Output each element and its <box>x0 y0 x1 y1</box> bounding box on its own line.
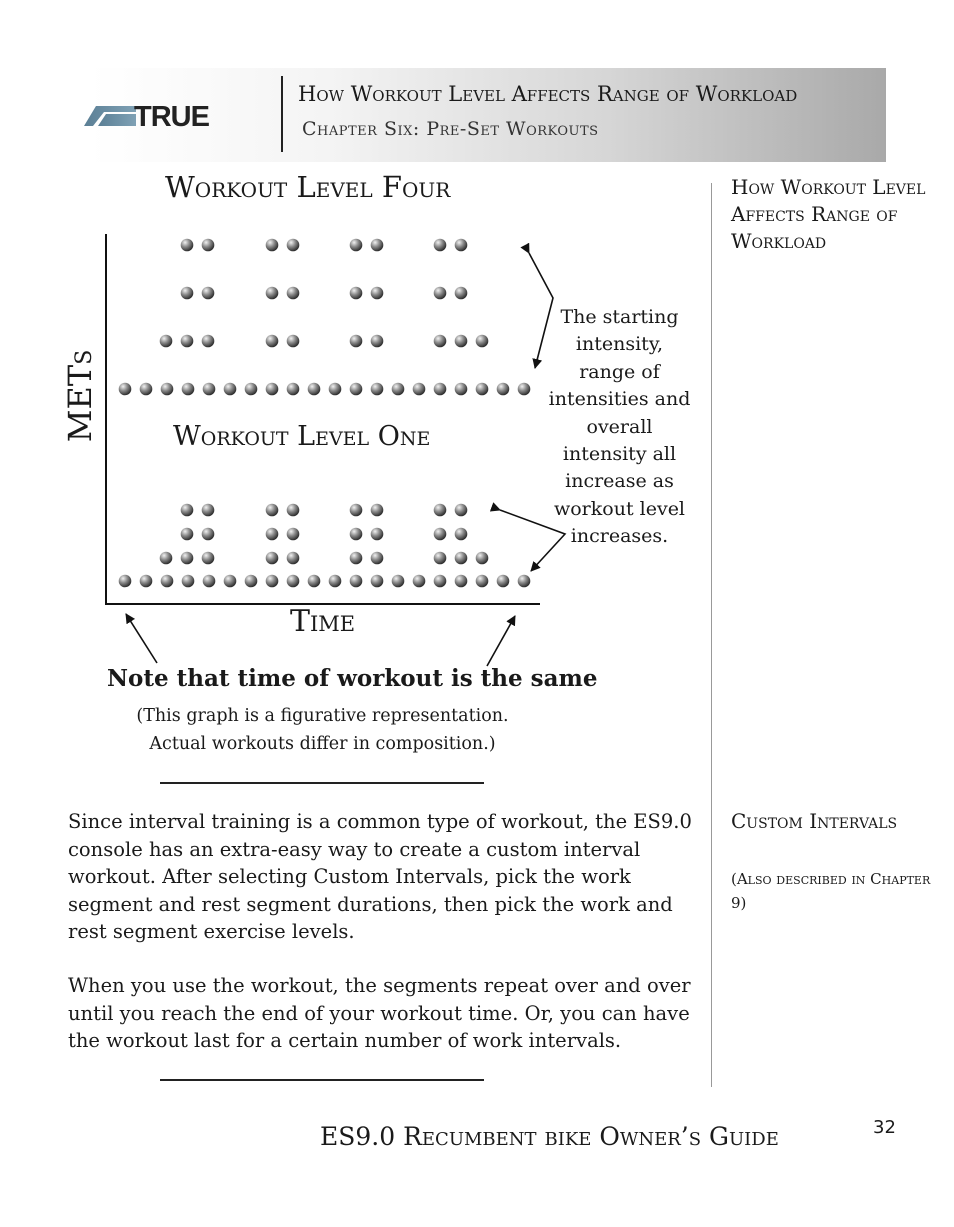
level-dot <box>455 504 468 517</box>
level-dot <box>455 528 468 541</box>
level-dot <box>350 335 363 348</box>
y-axis-label: METs <box>61 349 99 443</box>
caption-line-2: Actual workouts differ in composition.) <box>149 734 496 754</box>
level-dot <box>140 575 153 588</box>
time-note: Note that time of workout is the same <box>107 665 598 692</box>
level-dot <box>202 335 215 348</box>
level-dot <box>350 383 363 396</box>
level-dot <box>392 575 405 588</box>
level-dot <box>203 575 216 588</box>
level-dot <box>455 552 468 565</box>
figure-title-level-one: Workout Level One <box>173 421 431 452</box>
level-dot <box>140 383 153 396</box>
level-dot <box>434 504 447 517</box>
level-dot <box>350 528 363 541</box>
level-dot <box>329 575 342 588</box>
level-dot <box>119 383 132 396</box>
level-dot <box>371 528 384 541</box>
level-dot <box>287 383 300 396</box>
level-dot <box>224 575 237 588</box>
level-dot <box>455 287 468 300</box>
page-title: How Workout Level Affects Range of Workload <box>298 82 798 106</box>
level-dot <box>371 552 384 565</box>
level-dot <box>455 383 468 396</box>
sidebar-divider <box>711 183 712 1087</box>
level-dot <box>181 287 194 300</box>
level-dot <box>266 504 279 517</box>
level-dot <box>308 383 321 396</box>
level-dot <box>413 575 426 588</box>
level-dot <box>266 335 279 348</box>
level-dot <box>266 287 279 300</box>
level-dot <box>518 575 531 588</box>
level-dot <box>434 287 447 300</box>
level-dot <box>476 335 489 348</box>
caption-line-1: (This graph is a figurative representation. <box>136 706 509 726</box>
level-dot <box>287 552 300 565</box>
level-dot <box>202 239 215 252</box>
level-dot <box>161 575 174 588</box>
note-arrow-left <box>126 614 157 663</box>
figure-title-level-four: Workout Level Four <box>165 170 451 204</box>
level-dot <box>392 383 405 396</box>
level-dot <box>245 383 258 396</box>
sidebar-heading-custom-intervals: Custom Intervals <box>731 809 898 833</box>
level-dot <box>350 287 363 300</box>
level-dot <box>202 504 215 517</box>
level-dot <box>497 575 510 588</box>
level-dot <box>160 335 173 348</box>
level-dot <box>371 239 384 252</box>
sidebar-heading-workload: How Workout Level Affects Range of Workload <box>731 175 926 253</box>
level-dot <box>476 383 489 396</box>
level-dot <box>181 335 194 348</box>
level-dot <box>202 528 215 541</box>
figure-caption <box>107 702 538 758</box>
level-dot <box>371 287 384 300</box>
level-dot <box>350 239 363 252</box>
callout-text: The starting intensity, range of intensities and overall intensity all increase as workout level increases. <box>548 306 691 548</box>
level-dot <box>266 239 279 252</box>
level-dot <box>497 383 510 396</box>
page-number: 32 <box>873 1117 896 1138</box>
level-dot <box>287 239 300 252</box>
chapter-label: Chapter Six: Pre-Set Workouts <box>302 118 599 140</box>
dot-layer <box>119 239 531 588</box>
level-dot <box>287 575 300 588</box>
level-dot <box>202 552 215 565</box>
footer-title: ES9.0 Recumbent bike Owner’s Guide <box>320 1122 779 1151</box>
note-arrow-right <box>487 616 515 666</box>
level-dot <box>160 552 173 565</box>
level-dot <box>181 528 194 541</box>
level-dot <box>518 383 531 396</box>
sidebar-subheading: (Also described in Chapter 9) <box>731 870 931 912</box>
level-dot <box>413 383 426 396</box>
logo-text: TRUE <box>134 102 209 130</box>
level-dot <box>350 575 363 588</box>
level-dot <box>371 575 384 588</box>
level-dot <box>266 552 279 565</box>
level-dot <box>182 575 195 588</box>
level-dot <box>203 383 216 396</box>
level-dot <box>455 575 468 588</box>
level-dot <box>434 335 447 348</box>
level-dot <box>434 552 447 565</box>
section-divider-2 <box>160 1079 484 1081</box>
level-dot <box>287 528 300 541</box>
level-dot <box>287 335 300 348</box>
level-dot <box>455 239 468 252</box>
section-divider-1 <box>160 782 484 784</box>
level-dot <box>308 575 321 588</box>
x-axis-label: Time <box>290 604 356 639</box>
level-dot <box>181 239 194 252</box>
level-dot <box>371 383 384 396</box>
level-dot <box>434 575 447 588</box>
level-dot <box>434 383 447 396</box>
level-dot <box>182 383 195 396</box>
level-dot <box>371 504 384 517</box>
level-dot <box>266 528 279 541</box>
level-dot <box>119 575 132 588</box>
level-dot <box>476 552 489 565</box>
level-dot <box>455 335 468 348</box>
level-dot <box>245 575 258 588</box>
level-dot <box>476 575 489 588</box>
level-dot <box>202 287 215 300</box>
level-dot <box>350 504 363 517</box>
level-dot <box>287 504 300 517</box>
level-dot <box>161 383 174 396</box>
level-dot <box>266 383 279 396</box>
level-dot <box>434 528 447 541</box>
level-dot <box>434 239 447 252</box>
level-dot <box>350 552 363 565</box>
level-dot <box>287 287 300 300</box>
level-dot <box>181 504 194 517</box>
level-dot <box>371 335 384 348</box>
level-dot <box>329 383 342 396</box>
level-dot <box>181 552 194 565</box>
paragraph-segments: When you use the workout, the segments repeat over and over until you reach the end of your workout time. Or, you can have the workout last for a certain number of work intervals. <box>68 974 691 1052</box>
level-dot <box>224 383 237 396</box>
paragraph-intervals: Since interval training is a common type of workout, the ES9.0 console has an extra-easy way to create a custom interval workout. After selecting Custom Intervals, pick the work segment and rest segment durations, then pick the work and rest segment exercise levels. <box>68 810 692 943</box>
level-dot <box>266 575 279 588</box>
